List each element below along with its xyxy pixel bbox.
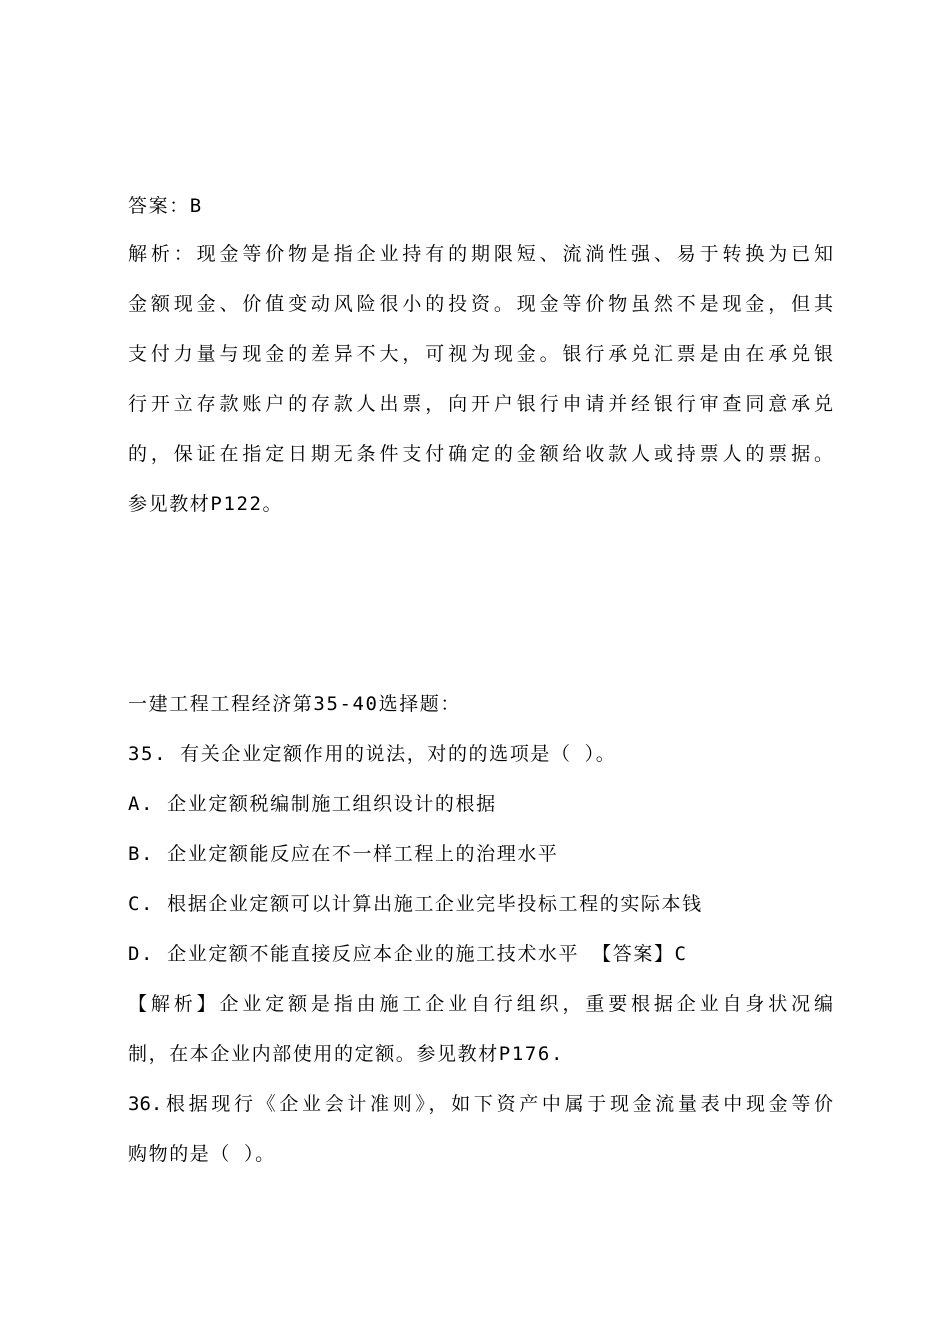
analysis-line: 参见教材P122。 — [128, 493, 284, 515]
option-d: D. 企业定额不能直接反应本企业的施工技术水平 【答案】C — [128, 943, 688, 965]
option-c: C. 根据企业定额可以计算出施工企业完毕投标工程的实际本钱 — [128, 893, 703, 915]
option-b: B. 企业定额能反应在不一样工程上的治理水平 — [128, 843, 559, 865]
question-35: 35. 有关企业定额作用的说法，对的的选项是（ ）。 — [128, 743, 617, 765]
q35-analysis-line: 【解析】企业定额是指由施工企业自行组织，重要根据企业自身状况编 — [128, 993, 833, 1015]
analysis-line: 行开立存款账户的存款人出票，向开户银行申请并经银行审查同意承兑 — [128, 393, 833, 415]
q35-analysis-line: 制，在本企业内部使用的定额。参见教材P176. — [128, 1043, 564, 1065]
analysis-line: 解析：现金等价物是指企业持有的期限短、流淌性强、易于转换为已知 — [128, 243, 833, 265]
answer-line: 答案：B — [128, 195, 203, 217]
analysis-line: 金额现金、价值变动风险很小的投资。现金等价物虽然不是现金，但其 — [128, 293, 833, 315]
question-36: 36.根据现行《企业会计准则》，如下资产中属于现金流量表中现金等价 — [128, 1093, 833, 1115]
section-heading: 一建工程工程经济第35-40选择题： — [128, 693, 461, 715]
analysis-line: 的，保证在指定日期无条件支付确定的金额给收款人或持票人的票据。 — [128, 443, 833, 465]
question-36-cont: 购物的是（ ）。 — [128, 1143, 276, 1165]
analysis-line: 支付力量与现金的差异不大，可视为现金。银行承兑汇票是由在承兑银 — [128, 343, 833, 365]
option-a: A. 企业定额税编制施工组织设计的根据 — [128, 793, 497, 815]
